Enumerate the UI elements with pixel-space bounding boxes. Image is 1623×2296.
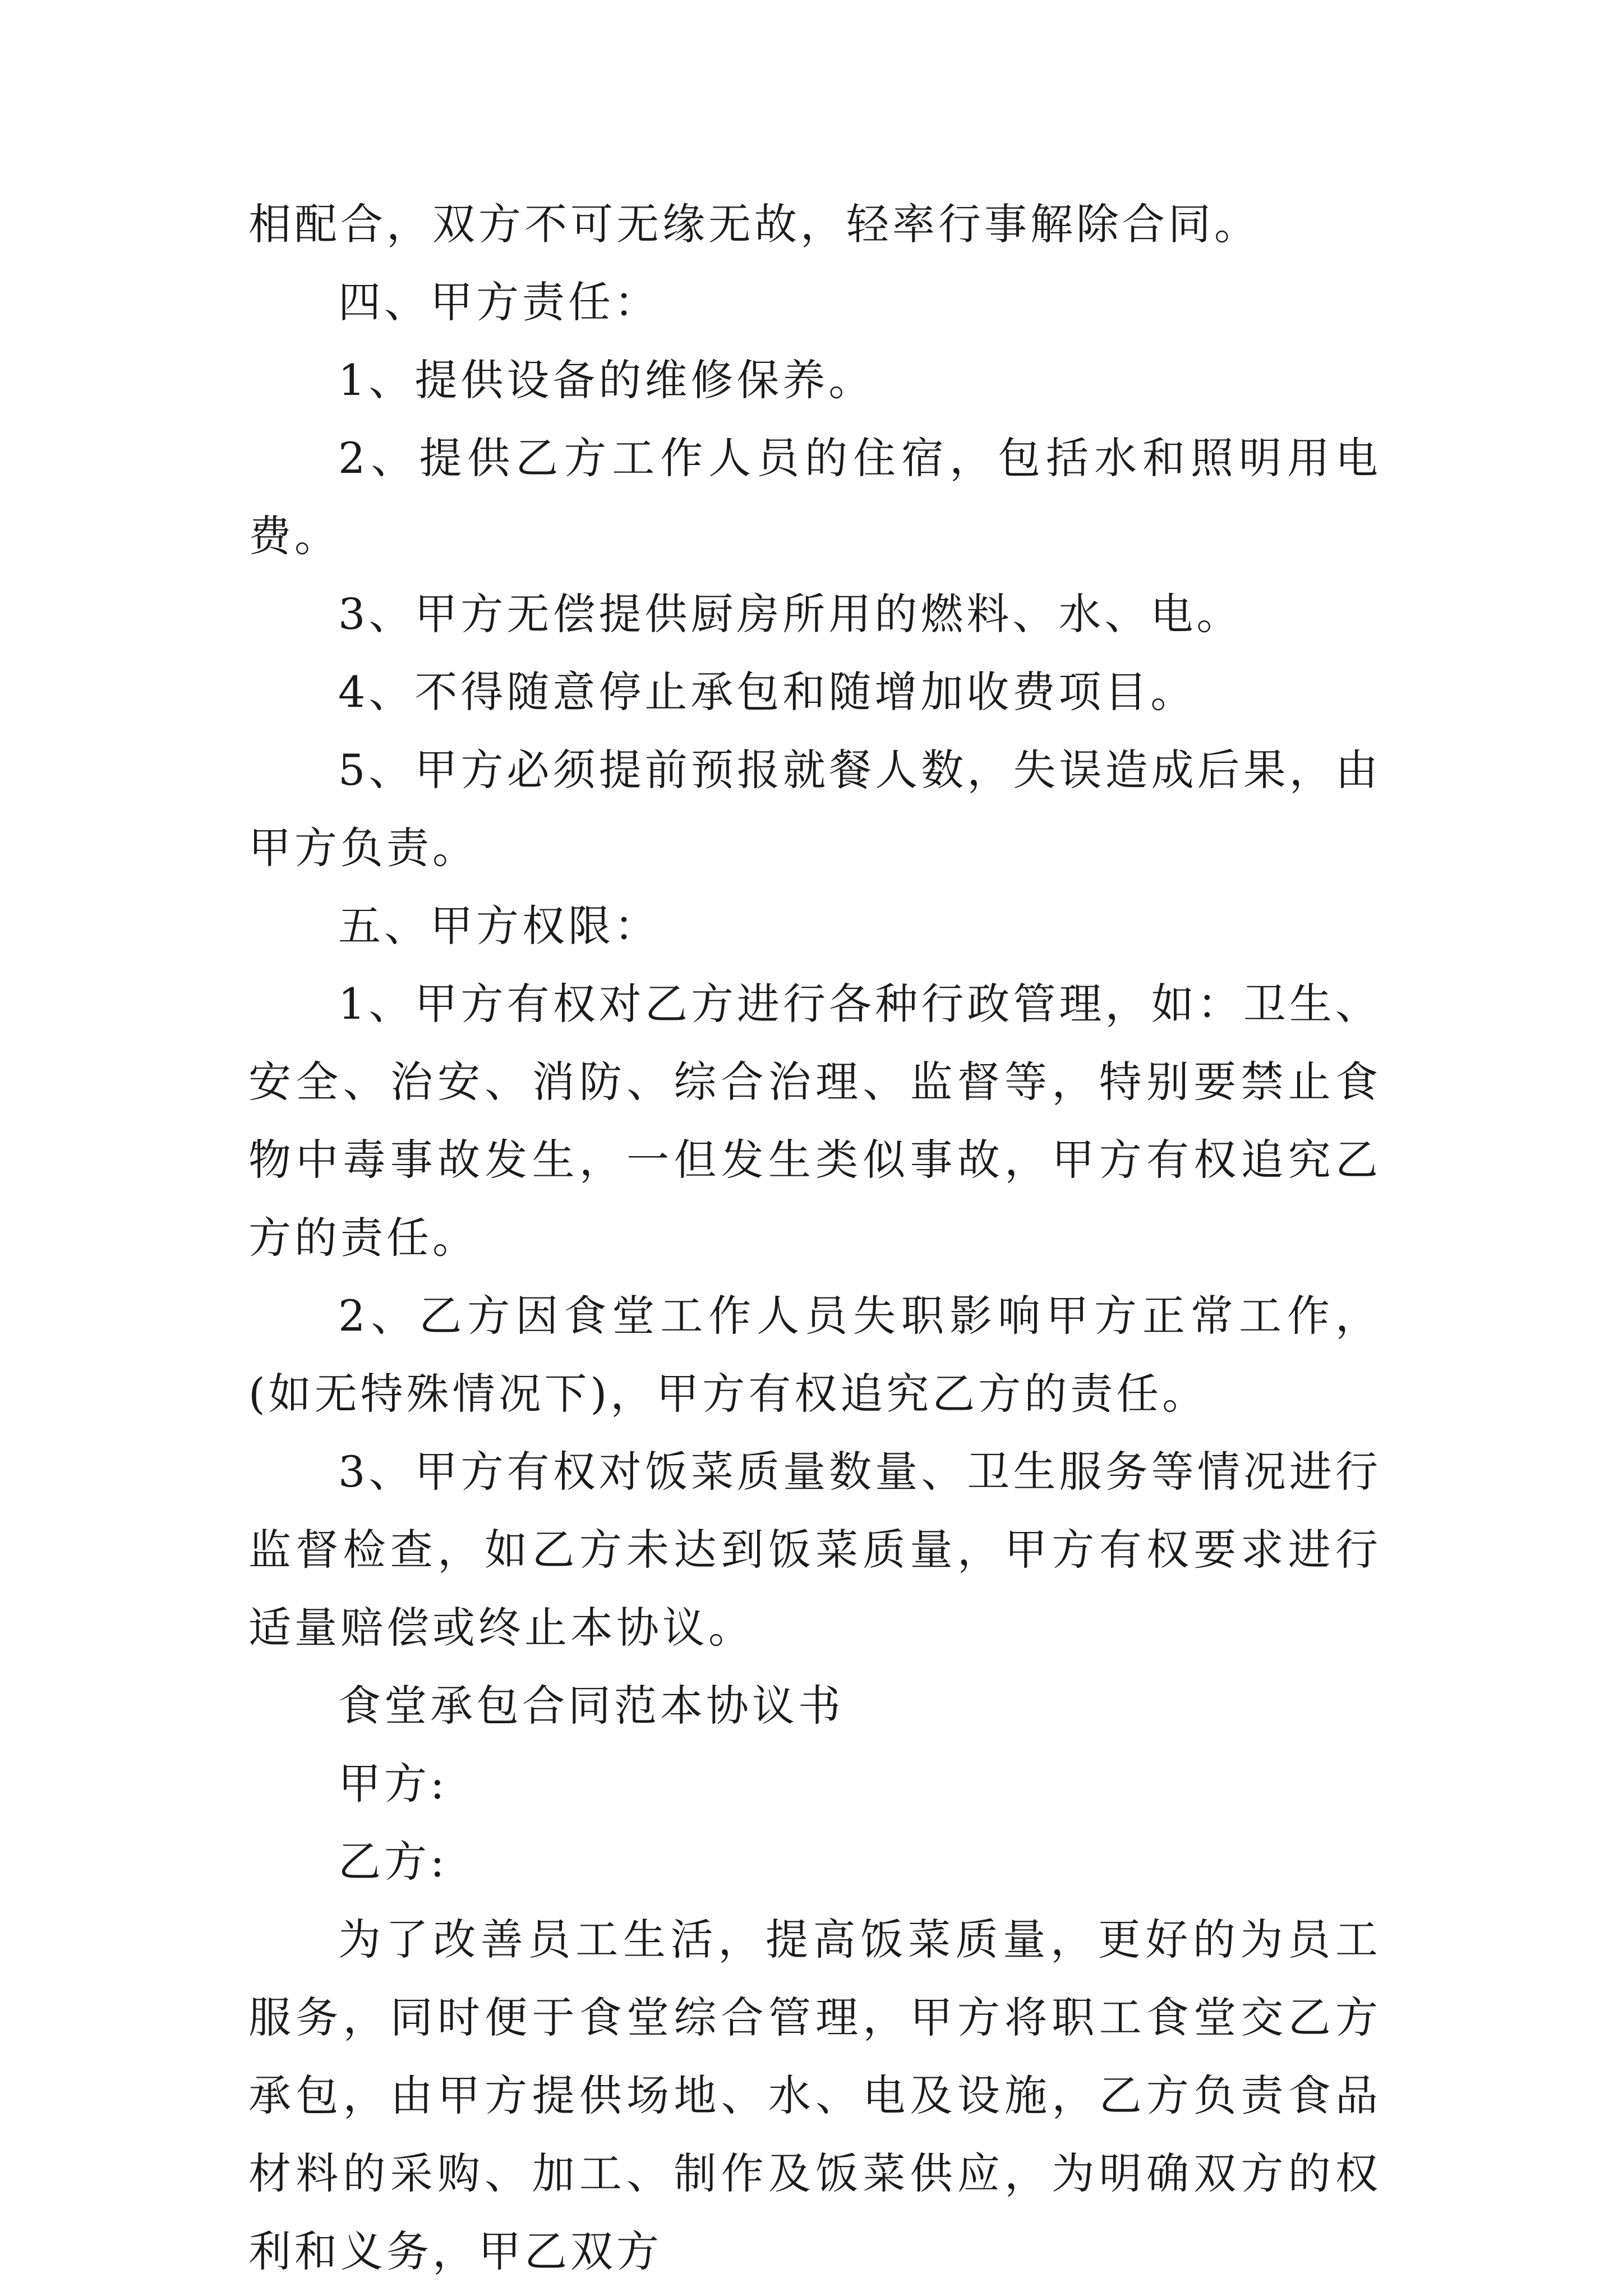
duty-item-2: 2、提供乙方工作人员的住宿，包括水和照明用电费。	[248, 433, 1381, 561]
party-b-label: 乙方:	[338, 1837, 448, 1887]
rights-item-1: 1、甲方有权对乙方进行各种行政管理，如：卫生、安全、治安、消防、综合治理、监督等，特别要禁止食物中毒事故发生，一但发生类似事故，甲方有权追究乙方的责任。	[248, 979, 1381, 1263]
paragraph-1: 相配合，双方不可无缘无故，轻率行事解除合同。	[248, 199, 1260, 249]
rights-item-2: 2、乙方因食堂工作人员失职影响甲方正常工作，(如无特殊情况下)，甲方有权追究乙方的责任。	[248, 1291, 1381, 1419]
rights-item-3: 3、甲方有权对饭菜质量数量、卫生服务等情况进行监督检查，如乙方未达到饭菜质量，甲方有权要求进行适量赔偿或终止本协议。	[248, 1447, 1381, 1653]
section-heading-party-a-rights: 五、甲方权限：	[338, 901, 660, 951]
duty-item-3: 3、甲方无偿提供厨房所用的燃料、水、电。	[338, 589, 1243, 639]
contract-title: 食堂承包合同范本协议书	[338, 1681, 844, 1731]
document-body	[248, 185, 1381, 2290]
party-a-label: 甲方:	[338, 1759, 448, 1809]
section-heading-party-a-duties: 四、甲方责任：	[338, 277, 660, 327]
duty-item-4: 4、不得随意停止承包和随增加收费项目。	[338, 667, 1197, 717]
preamble-paragraph: 为了改善员工生活，提高饭菜质量，更好的为员工服务，同时便于食堂综合管理，甲方将职工食堂交乙方承包，由甲方提供场地、水、电及设施，乙方负责食品材料的采购、加工、制作及饭菜供应，为明确双方的权利和义务，甲乙双方	[248, 1915, 1381, 2276]
duty-item-1: 1、提供设备的维修保养。	[338, 355, 875, 405]
duty-item-5: 5、甲方必须提前预报就餐人数，失误造成后果，由甲方负责。	[248, 745, 1381, 873]
